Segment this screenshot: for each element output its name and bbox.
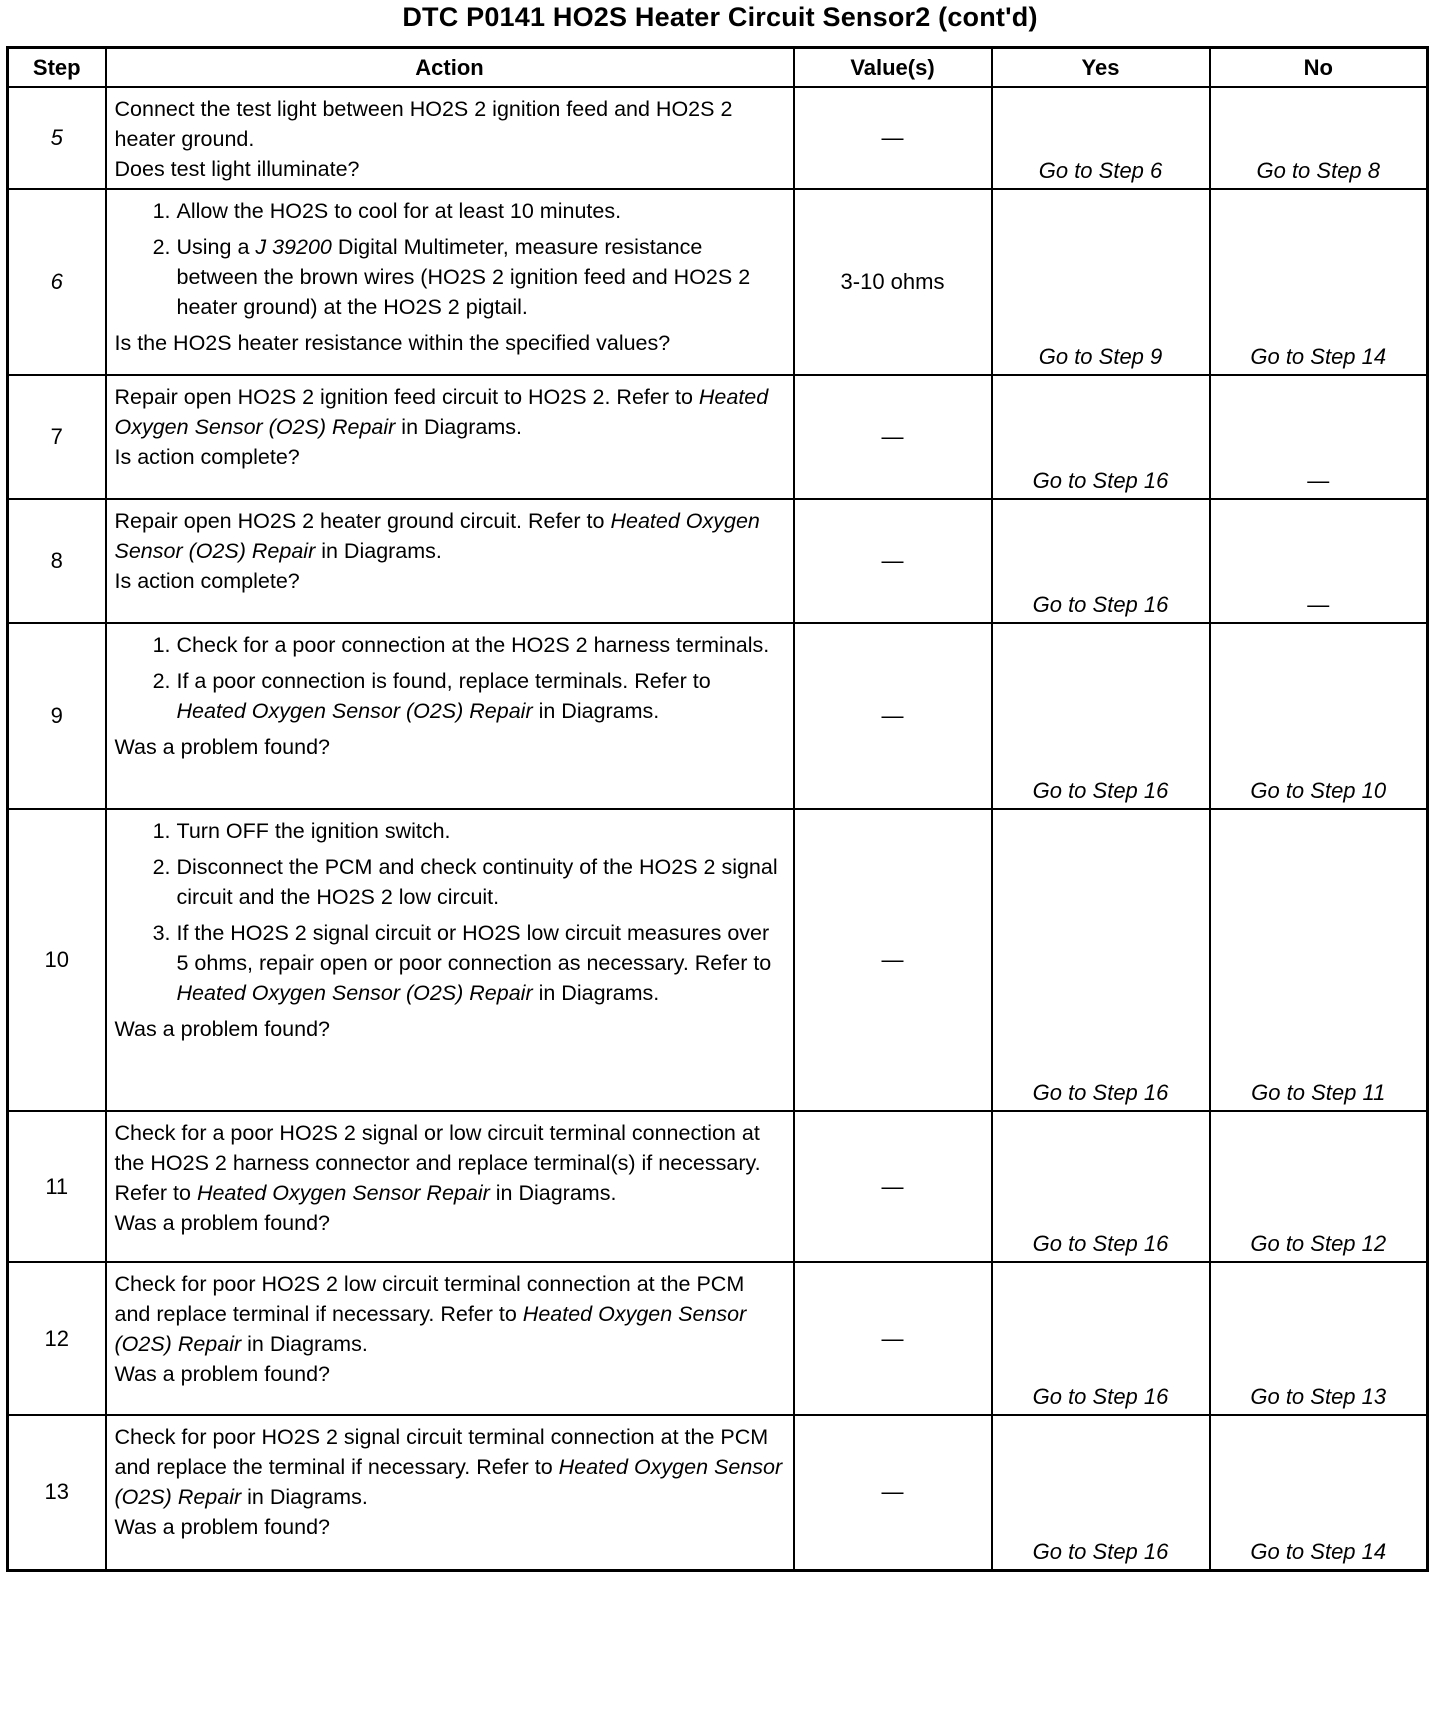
value-cell: —: [794, 623, 992, 809]
action-question: Is the HO2S heater resistance within the specified values?: [114, 331, 671, 355]
step-number: 7: [8, 375, 106, 499]
table-row: [8, 1262, 1428, 1415]
value-cell: —: [794, 87, 992, 189]
action-paragraph: [115, 1269, 785, 1359]
table-row: [8, 1415, 1428, 1570]
action-cell: [106, 189, 794, 375]
no-result: Go to Step 11: [1210, 809, 1428, 1111]
action-text: Repair open HO2S 2 heater ground circuit. Refer to: [114, 509, 611, 533]
action-cell: [106, 1111, 794, 1262]
action-text: Connect the test light between HO2S 2 ignition feed and HO2S 2 heater ground.: [114, 97, 733, 151]
action-text: Disconnect the PCM and check continuity of the HO2S 2 signal circuit and the HO2S 2 low circuit.: [176, 855, 778, 909]
action-text: If a poor connection is found, replace terminals. Refer to: [176, 669, 711, 693]
action-step-item: [177, 196, 785, 226]
step-number: 5: [8, 87, 106, 189]
action-body: [115, 816, 785, 1014]
action-step-item: [177, 816, 785, 846]
step-number: 11: [8, 1111, 106, 1262]
italic-reference: Heated Oxygen Sensor Repair: [196, 1181, 490, 1205]
action-text: in Diagrams.: [241, 1332, 368, 1356]
action-body: [115, 630, 785, 732]
action-step-item: [177, 918, 785, 1008]
value-cell: —: [794, 499, 992, 623]
action-question: Was a problem found?: [114, 1515, 331, 1539]
action-content: [115, 382, 785, 472]
action-text: Check for poor HO2S 2 signal circuit terminal connection at the PCM and replace the terminal if necessary. Refer to: [114, 1425, 769, 1479]
action-paragraph: [115, 382, 785, 442]
action-steps-list: [115, 196, 785, 322]
action-question: Is action complete?: [114, 569, 300, 593]
action-body: [115, 1118, 785, 1208]
table-row: [8, 1111, 1428, 1262]
yes-result: Go to Step 9: [992, 189, 1210, 375]
action-text: Check for poor HO2S 2 low circuit terminal connection at the PCM and replace terminal if necessary. Refer to: [114, 1272, 745, 1326]
header-row: [8, 48, 1428, 88]
action-question: Was a problem found?: [114, 1211, 331, 1235]
action-text: Check for a poor HO2S 2 signal or low circuit terminal connection at the HO2S 2 harness connector and replace terminal(s) if necessary. Refer to: [114, 1121, 761, 1205]
italic-reference: J 39200: [255, 235, 332, 259]
action-cell: [106, 809, 794, 1111]
no-result: Go to Step 13: [1210, 1262, 1428, 1415]
table-row: [8, 623, 1428, 809]
diagnostic-table: [6, 46, 1429, 1572]
action-text: in Diagrams.: [315, 539, 442, 563]
action-body: [115, 506, 785, 566]
action-question: Was a problem found?: [114, 1017, 331, 1041]
table-row: [8, 375, 1428, 499]
action-text: in Diagrams.: [241, 1485, 368, 1509]
action-question: Was a problem found?: [114, 735, 331, 759]
action-text: If the HO2S 2 signal circuit or HO2S low circuit measures over 5 ohms, repair open or poor connection as necessary. Refer to: [176, 921, 772, 975]
action-text: in Diagrams.: [532, 981, 660, 1005]
action-cell: [106, 375, 794, 499]
yes-result: Go to Step 16: [992, 809, 1210, 1111]
yes-result: Go to Step 6: [992, 87, 1210, 189]
action-body: [115, 1269, 785, 1359]
table-row: [8, 87, 1428, 189]
no-result: Go to Step 14: [1210, 189, 1428, 375]
italic-reference: Heated Oxygen Sensor (O2S) Repair: [114, 1455, 783, 1509]
action-content: [115, 94, 785, 184]
action-text: Allow the HO2S to cool for at least 10 minutes.: [176, 199, 622, 223]
action-cell: [106, 623, 794, 809]
action-body: [115, 382, 785, 442]
header-values: Value(s): [794, 48, 992, 88]
action-body: [115, 1422, 785, 1512]
no-result: Go to Step 12: [1210, 1111, 1428, 1262]
header-step: Step: [8, 48, 106, 88]
action-question: Was a problem found?: [114, 1362, 331, 1386]
yes-result: Go to Step 16: [992, 1111, 1210, 1262]
action-paragraph: [115, 1118, 785, 1208]
table-row: [8, 189, 1428, 375]
action-step-item: [177, 852, 785, 912]
value-cell: —: [794, 1415, 992, 1570]
action-text: Digital Multimeter, measure resistance between the brown wires (HO2S 2 ignition feed and HO2S 2 heater ground) at the HO2S 2 pigtail.: [176, 235, 751, 319]
yes-result: Go to Step 16: [992, 1415, 1210, 1570]
action-steps-list: [115, 630, 785, 726]
value-cell: 3-10 ohms: [794, 189, 992, 375]
action-step-item: [177, 232, 785, 322]
action-text: in Diagrams.: [489, 1181, 617, 1205]
action-text: Using a: [176, 235, 256, 259]
action-body: [115, 196, 785, 328]
action-question: Does test light illuminate?: [114, 157, 360, 181]
header-yes: Yes: [992, 48, 1210, 88]
italic-reference: Heated Oxygen Sensor (O2S) Repair: [114, 385, 769, 439]
step-number: 12: [8, 1262, 106, 1415]
action-content: [115, 816, 785, 1044]
action-content: [115, 1422, 785, 1542]
value-cell: —: [794, 1111, 992, 1262]
no-result: Go to Step 10: [1210, 623, 1428, 809]
step-number: 13: [8, 1415, 106, 1570]
step-number: 10: [8, 809, 106, 1111]
no-result: Go to Step 14: [1210, 1415, 1428, 1570]
action-cell: [106, 1262, 794, 1415]
no-result: —: [1210, 375, 1428, 499]
action-body: [115, 94, 785, 154]
action-text: Check for a poor connection at the HO2S 2 harness terminals.: [176, 633, 770, 657]
italic-reference: Heated Oxygen Sensor (O2S) Repair: [114, 1302, 747, 1356]
italic-reference: Heated Oxygen Sensor (O2S) Repair: [114, 509, 760, 563]
value-cell: —: [794, 1262, 992, 1415]
italic-reference: Heated Oxygen Sensor (O2S) Repair: [176, 981, 533, 1005]
value-cell: —: [794, 809, 992, 1111]
action-paragraph: [115, 1422, 785, 1512]
action-content: [115, 1269, 785, 1389]
page-title: DTC P0141 HO2S Heater Circuit Sensor2 (cont'd): [402, 2, 1038, 32]
action-step-item: [177, 630, 785, 660]
action-content: [115, 630, 785, 762]
action-text: Repair open HO2S 2 ignition feed circuit to HO2S 2. Refer to: [114, 385, 699, 409]
action-step-item: [177, 666, 785, 726]
yes-result: Go to Step 16: [992, 375, 1210, 499]
action-steps-list: [115, 816, 785, 1008]
action-text: in Diagrams.: [395, 415, 522, 439]
yes-result: Go to Step 16: [992, 1262, 1210, 1415]
action-cell: [106, 87, 794, 189]
yes-result: Go to Step 16: [992, 623, 1210, 809]
action-cell: [106, 499, 794, 623]
header-action: Action: [106, 48, 794, 88]
step-number: 9: [8, 623, 106, 809]
action-text: Turn OFF the ignition switch.: [176, 819, 451, 843]
action-question: Is action complete?: [114, 445, 300, 469]
no-result: —: [1210, 499, 1428, 623]
action-content: [115, 1118, 785, 1238]
italic-reference: Heated Oxygen Sensor (O2S) Repair: [176, 699, 533, 723]
action-text: in Diagrams.: [532, 699, 660, 723]
no-result: Go to Step 8: [1210, 87, 1428, 189]
table-row: [8, 809, 1428, 1111]
step-number: 6: [8, 189, 106, 375]
action-content: [115, 196, 785, 358]
action-paragraph: [115, 506, 785, 566]
step-number: 8: [8, 499, 106, 623]
action-content: [115, 506, 785, 596]
header-no: No: [1210, 48, 1428, 88]
action-cell: [106, 1415, 794, 1570]
table-row: [8, 499, 1428, 623]
value-cell: —: [794, 375, 992, 499]
action-paragraph: [115, 94, 785, 154]
yes-result: Go to Step 16: [992, 499, 1210, 623]
